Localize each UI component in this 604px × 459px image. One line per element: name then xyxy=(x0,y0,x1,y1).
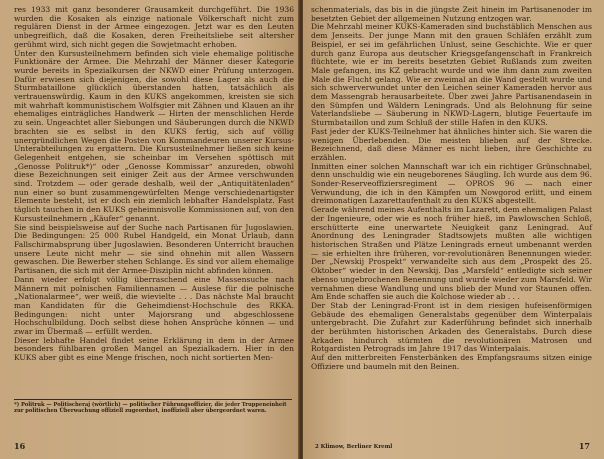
running-footer: 2 Klimow, Berliner Kreml xyxy=(315,444,393,450)
left-paragraph-4: Dann wieder erfolgt völlig überraschend eine Massensuche nach Männern mit polnischen Familiennamen — Auslese für die polnische „Nationalarmee“, wer weiß, die wievielte . . . Das nächste Mal braucht man Kandidaten für die Geheimdienst-Hochschule des RKKA. Bedingungen: nicht unter Majorsrang und abgeschlossene Hochschulbildung. Doch selbst diese hohen Ansprüche können — und zwar im Übermaß — erfüllt werden. xyxy=(14,274,294,337)
left-paragraph-1: res 1933 mit ganz besonderer Grausamkeit durchgeführt. Die 1936 wurden die Kosaken als einzige nationale Völkerschaft nicht zum regulären Dienst in der Armee eingezogen. Jetzt war es den Leuten unbegreiflich, daß die Kosaken, deren Freiheitsliebe seit altersher gerühmt wird, sich nicht gegen die Sowjetmacht erhoben. xyxy=(14,5,294,49)
right-paragraph-4: Inmitten einer solchen Mannschaft war ich ein richtiger Grünschnabel, denn unschuldig wie ein neugeborenes Säugling. Ich wurde aus dem 96. Sonder-Reserveoffiziersregiment — OPROS 96 — nach einer Verwundung, die ich in den Kämpfen um Nowgorod erlitt, und einem dreimonatigen Lazarettaufenthalt zu den KUKS abgestellt. xyxy=(311,161,592,206)
left-paragraph-5: Dieser lebhafte Handel findet seine Erklärung in dem in der Armee besonders fühlbaren großen Mangel an Spezialkadern. Hier in den KUKS aber gibt es eine Menge frischen, noch nicht sortierten Men- xyxy=(14,335,294,363)
right-paragraph-3: Fast jeder der KUKS-Teilnehmer hat ähnliches hinter sich. Sie waren die wenigen Überlebenden. Die meisten blieben auf der Strecke. Bezeichnend, daß diese Männer es nicht lieben, ihre Geschichte zu erzählen. xyxy=(311,126,592,162)
right-page xyxy=(303,0,604,459)
right-paragraph-6: Der Stab der Leningrad-Front ist in dem riesigen hufeisenförmigen Gebäude des ehemaligen Generalstabs gegenüber dem Winterpalais untergebracht. Die Zufahrt zur Kaderführung befindet sich innerhalb der berühmten historischen Arkaden des Generalstabs. Durch diese Arkaden hindurch stürmten die revolutionären Matrosen und Rotgardisten Petrograds im Jahre 1917 das Winterpalais. xyxy=(311,300,592,354)
left-paragraph-3: Sie sind beispielsweise auf der Suche nach Partisanen für Jugoslawien. Die Bedingungen: 25 000 Rubel Handgeld, ein Monat Urlaub, dann Fallschirmabsprung über Jugoslawien. Besonderen Unterricht brauchen unsere Leute nicht mehr — sie sind ohnehin mit allen Wassern gewaschen. Die Bewerber stehen Schlange. Es sind vor allem ehemalige Partisanen, die sich mit der Armee-Disziplin nicht abfinden können. xyxy=(14,222,294,276)
right-page-number: 17 xyxy=(578,441,590,451)
right-paragraph-7: Auf den mitterbreiten Fensterbänken des Empfangsraums sitzen einige Offiziere und baumeln mit den Beinen. xyxy=(311,353,592,371)
right-paragraph-5: Gerade während meines Aufenthalts im Lazarett, dem ehemaligen Palast der Ingenieure, oder wie es noch früher hieß, im Pawlowschen Schloß, erschütterte eine unerwartete Neuigkeit ganz Leningrad. Auf Anordnung des Leningrader Stadtsowjets mußten alle wichtigen historischen Straßen und Plätze Leningrads erneut umbenannt werden — sie erhielten ihre früheren, vor-revolutionären Benennungen wieder. Der „Newskij Prospekt“ verwandelte sich aus dem „Prospekt des 25. Oktober“ wieder in den Newskij. Das „Marsfeld“ entledigte sich seiner ebenso ungebrochenen Benennung und wurde wieder zum Marsfeld. Wir vernahmen diese Wandlung und uns blieb der Mund vor Staunen offen. Am Ende schaffen sie auch die Kolchose wieder ab . . . xyxy=(311,205,592,302)
right-paragraph-1: schenmaterials, das bis in die jüngste Zeit hinein im Partisanenoder im besetzten Gebiet der allgemeinen Nutzung entzogen war. xyxy=(311,5,592,23)
left-footnote: *) Politruk — Politischeraj (wörtlich) — politischer Führungsoffizier, die jeder Truppeneinheit zur politischen Überwachung offiziell zugeordnet, inoffiziell aber übergeordnet waren. xyxy=(14,399,292,414)
left-page xyxy=(0,0,300,459)
left-paragraph-2: Unter den Kursusteilnehmern befinden sich viele ehemalige politische Funktionäre der Armee. Die Mehrzahl der Männer dieser Kategorie wurde bereits in Spezialkursen der NKWD einer Prüfung unterzogen. Dafür erwiesen sich diejenigen, die sowohl diese Lager als auch die Sturmbataillone glücklich überstanden hatten, tatsächlich als vertrauenswürdig. Kaum in den KUKS angekommen, kreisten sie sich mit wahrhaft kommunistischem Wolfsgier mit Zähnen und Klauen an ihr ehemaliges einträgliches Handwerk — Hirten der menschlichen Herde zu sein. Ungeachtet aller Siebungen und Säuberungen durch die NKWD brachten sie es selbst in den KUKS fertig, sich auf völlig unergründlichen Wegen die Posten von Kommandeuren unserer Kursus-Unterabteilungen zu ergattern. Die Kursusteilnehmer ließen sich keine Gelegenheit entgehen, sie scheinbar im Versehen spöttisch mit „Genosse Politruk*)“ oder „Genosse Kommissar“ anzureden, obwohl diese Bezeichnungen seit einiger Zeit aus der Armee verschwunden sind. Trotzdem — oder gerade deshalb, weil der „Antiquitätenladen“ nun einer so bunt zusammengewürfelten Menge verschiedenartigster Elemente besteht, ist er doch ein ziemlich lebhafter Handelsplatz. Fast täglich tauchen in den KUKS geheimnisvolle Kommissionen auf, von den Kursusteilnehmern „Käufer“ genannt. xyxy=(14,48,294,223)
right-paragraph-2: Die Mehrzahl meiner KUKS-Kameraden sind buchstäblich Menschen aus dem Jenseits. Der junge Mann mit den grauen Schläfen erzählt zum Beispiel, er sei im gefährlichen Unlust, seine Geschichte. Wie er quer durch ganz Europa aus deutscher Kriegsgefangenschaft in Frankreich flüchtete, wie er im bereits besetzten Gebiet Rußlands zum zweiten Male gefangen, ins KZ gebracht wurde und wie ihm dann zum zweiten Male die Flucht gelang. Wie er zweimal an die Wand gestellt wurde und sich schwerverwundet unter den Leichen seiner Kameraden hervor aus dem Massengrab herausarbeitete. Über zwei Jahre Partisanendasein in den Sümpfen und Wäldern Leningrads. Und als Belohnung für seine Vaterlandsliebe — Säuberung in NKWD-Lagern, blutige Feuertaufe im Sturmbataillon und zum Schluß der stille Hafen in den KUKS. xyxy=(311,22,592,128)
left-page-number: 16 xyxy=(14,441,26,451)
